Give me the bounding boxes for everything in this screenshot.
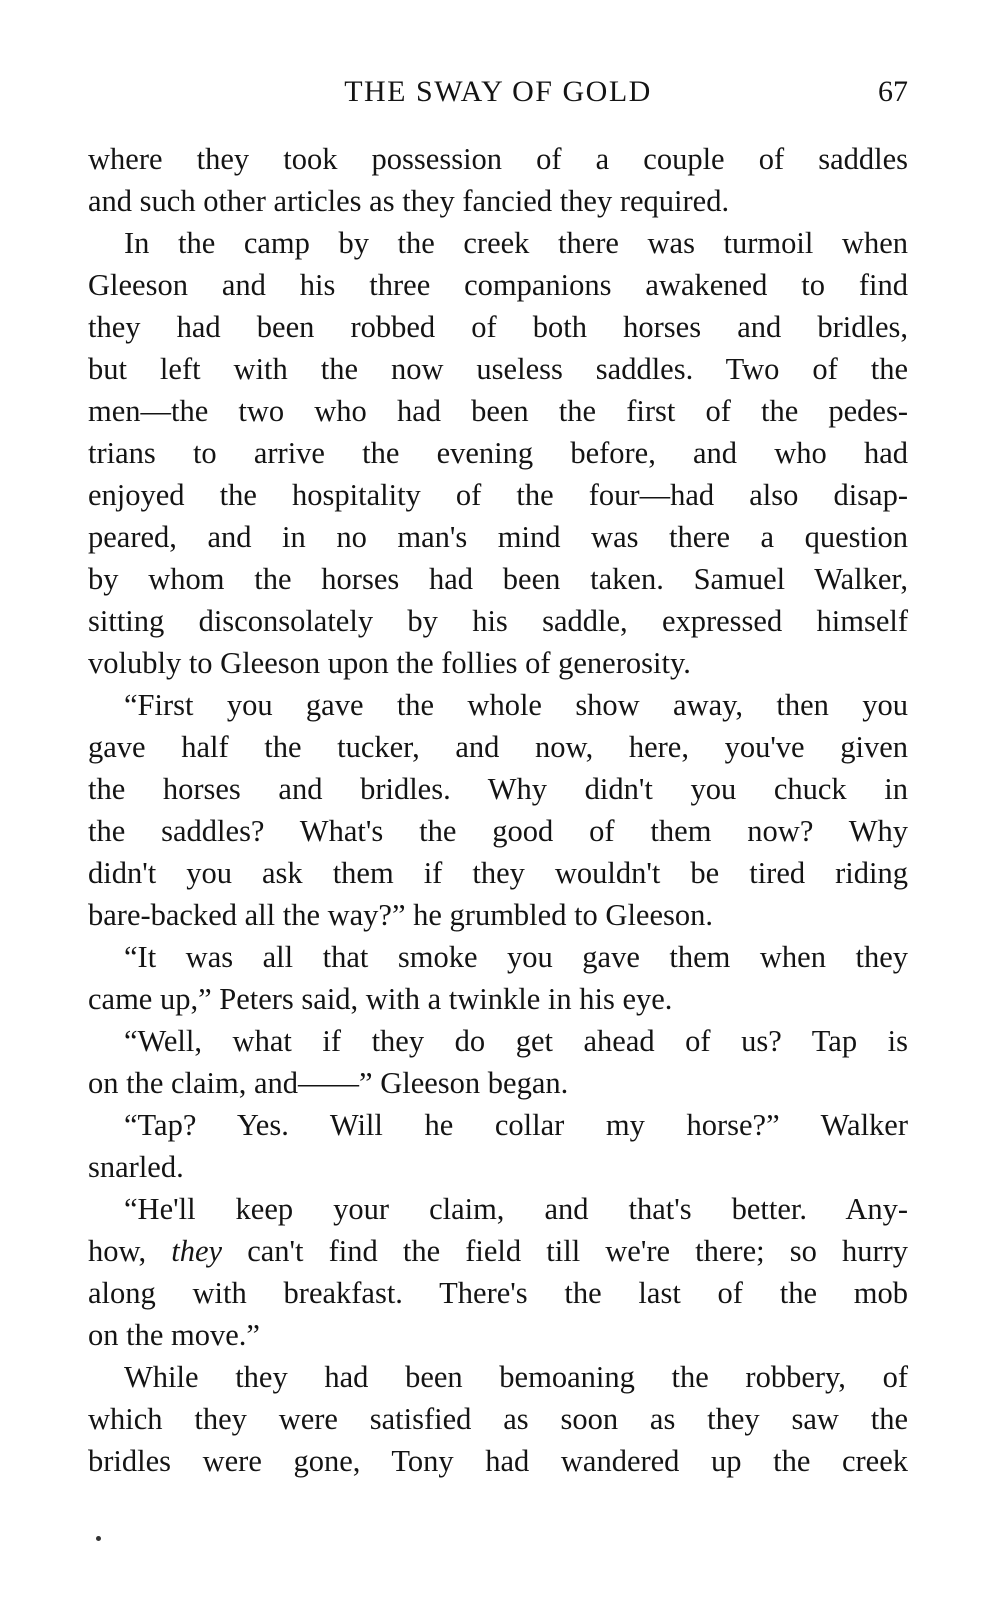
text-line: and such other articles as they fancied they required. <box>88 184 730 218</box>
text-line: by whom the horses had been taken. Samuel Walker, <box>88 562 908 596</box>
text-line: peared, and in no man's mind was there a question <box>88 520 908 554</box>
text-line: where they took possession of a couple of saddles <box>88 142 908 176</box>
text-line: sitting disconsolately by his saddle, expressed himself <box>88 604 908 638</box>
text-line: they had been robbed of both horses and bridles, <box>88 310 908 344</box>
text-line: Gleeson and his three companions awakened to find <box>88 268 908 302</box>
text-line: “Tap? Yes. Will he collar my horse?” Walker <box>124 1108 908 1142</box>
text-line: volubly to Gleeson upon the follies of generosity. <box>88 646 691 680</box>
text-line: how, they can't find the field till we're there; so hurry <box>88 1234 909 1268</box>
page-number: 67 <box>878 75 908 108</box>
text-line: along with breakfast. There's the last of the mob <box>88 1276 908 1310</box>
text-line: While they had been bemoaning the robbery, of <box>124 1360 908 1394</box>
text-line: on the move.” <box>88 1318 260 1352</box>
text-line: “Well, what if they do get ahead of us? Tap is <box>124 1024 908 1058</box>
running-title: THE SWAY OF GOLD <box>344 75 652 108</box>
text-line: the horses and bridles. Why didn't you chuck in <box>88 772 908 806</box>
text-line: but left with the now useless saddles. Two of the <box>88 352 908 386</box>
text-line: gave half the tucker, and now, here, you've given <box>88 730 908 764</box>
ink-speck <box>96 1536 101 1541</box>
running-head <box>88 72 908 112</box>
text-line: which they were satisfied as soon as they saw the <box>88 1402 908 1436</box>
text-line: didn't you ask them if they wouldn't be tired riding <box>88 856 908 890</box>
text-line: trians to arrive the evening before, and who had <box>88 436 908 470</box>
text-line: “He'll keep your claim, and that's better. Any- <box>124 1192 908 1226</box>
emphasis: they <box>171 1234 223 1268</box>
text-line: the saddles? What's the good of them now? Why <box>88 814 908 848</box>
text-line: “It was all that smoke you gave them when they <box>124 940 908 974</box>
text-line: on the claim, and——” Gleeson began. <box>88 1066 569 1100</box>
text-line: bridles were gone, Tony had wandered up the creek <box>88 1444 908 1478</box>
text-line: snarled. <box>88 1150 184 1184</box>
text-line: enjoyed the hospitality of the four—had also disap- <box>88 478 908 512</box>
text-line: came up,” Peters said, with a twinkle in his eye. <box>88 982 673 1016</box>
body-text <box>88 138 908 1482</box>
text-line: men—the two who had been the first of the pedes- <box>88 394 908 428</box>
text-line: “First you gave the whole show away, then you <box>124 688 908 722</box>
text-line: In the camp by the creek there was turmoil when <box>124 226 908 260</box>
text-line: bare-backed all the way?” he grumbled to Gleeson. <box>88 898 713 932</box>
